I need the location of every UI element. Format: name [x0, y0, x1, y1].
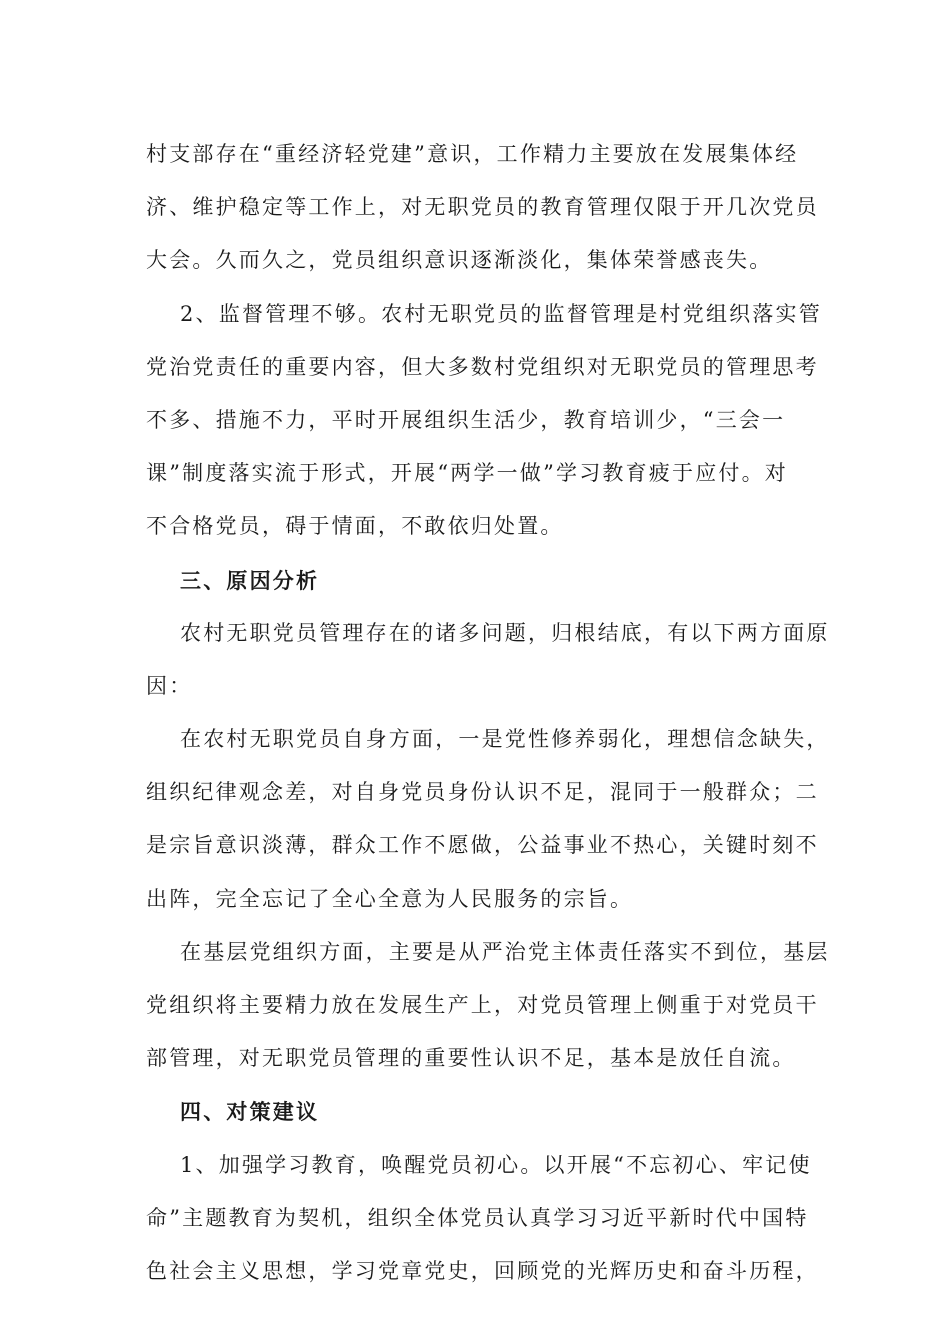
text-line: 不多、措施不力，平时开展组织生活少，教育培训少，“三会一 [146, 407, 786, 432]
text-line: 济、维护稳定等工作上，对无职党员的教育管理仅限于开几次党员 [146, 195, 819, 220]
text-line: 命”主题教育为契机，组织全体党员认真学习习近平新时代中国特 [146, 1205, 809, 1230]
text-line: 在基层党组织方面，主要是从严治党主体责任落实不到位，基层 [180, 939, 830, 964]
text-line: 1、加强学习教育，唤醒党员初心。以开展“不忘初心、牢记使 [180, 1152, 812, 1177]
text-line: 2、监督管理不够。农村无职党员的监督管理是村党组织落实管 [180, 301, 822, 326]
text-line: 党治党责任的重要内容，但大多数村党组织对无职党员的管理思考 [146, 354, 819, 379]
text-line: 大会。久而久之，党员组织意识逐渐淡化，集体荣誉感丧失。 [146, 248, 773, 273]
text-line: 部管理，对无职党员管理的重要性认识不足，基本是放任自流。 [146, 1046, 796, 1071]
text-line: 党组织将主要精力放在发展生产上，对党员管理上侧重于对党员干 [146, 993, 819, 1017]
text-line: 在农村无职党员自身方面，一是党性修养弱化，理想信念缺失， [180, 727, 830, 752]
text-line: 是宗旨意识淡薄，群众工作不愿做，公益事业不热心，关键时刻不 [146, 833, 819, 858]
text-line: 村支部存在“重经济轻党建”意识，工作精力主要放在发展集体经 [146, 142, 799, 166]
section-heading: 四、对策建议 [180, 1099, 320, 1125]
text-line: 组织纪律观念差，对自身党员身份认识不足，混同于一般群众；二 [146, 780, 819, 805]
text-line: 出阵，完全忘记了全心全意为人民服务的宗旨。 [146, 886, 634, 911]
text-line: 因： [146, 673, 193, 698]
text-line: 色社会主义思想，学习党章党史，回顾党的光辉历史和奋斗历程， [146, 1258, 819, 1283]
text-line: 课”制度落实流于形式，开展“两学一做”学习教育疲于应付。对 [146, 461, 789, 486]
text-line: 不合格党员，碍于情面，不敢依归处置。 [146, 514, 564, 539]
document-body [146, 128, 830, 1298]
section-heading: 三、原因分析 [180, 567, 320, 593]
text-line: 农村无职党员管理存在的诸多问题，归根结底，有以下两方面原 [180, 620, 830, 645]
